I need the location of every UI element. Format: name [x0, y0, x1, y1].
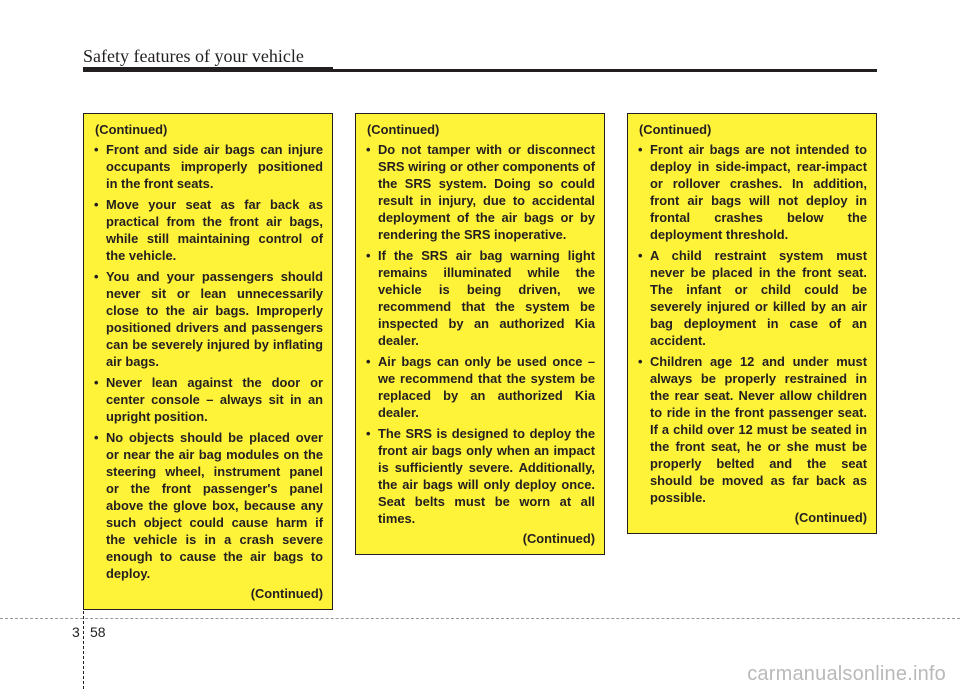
warning-box-3 [627, 113, 877, 534]
continued-label-bottom: (Continued) [794, 510, 867, 525]
bullet-icon: • [366, 426, 371, 441]
bullet-icon: • [638, 248, 643, 263]
warning-item [637, 141, 867, 243]
warning-list [365, 141, 595, 527]
watermark: carmanualsonline.info [747, 663, 946, 685]
warning-list [637, 141, 867, 506]
warning-item-text: A child restraint system must never be placed in the front seat. The infant or child could be severely injured or killed by an air bag deployment in case of an accident. [650, 248, 867, 348]
warning-box-1 [83, 113, 333, 610]
warning-item [93, 374, 323, 425]
warning-item [365, 141, 595, 243]
continued-label-top: (Continued) [639, 122, 712, 137]
warning-item-text: Air bags can only be used once – we recommend that the system be replaced by an authorized Kia dealer. [378, 354, 595, 420]
warning-item-text: Front and side air bags can injure occupants improperly positioned in the front seats. [106, 142, 323, 191]
header-rule [83, 69, 877, 72]
bullet-icon: • [94, 142, 99, 157]
warning-list [93, 141, 323, 582]
warning-item-text: If the SRS air bag warning light remains illuminated while the vehicle is being driven, we recommend that the system be inspected by an authorized Kia dealer. [378, 248, 595, 348]
crop-line-horizontal [0, 618, 960, 619]
warning-item [365, 353, 595, 421]
warning-item-text: Do not tamper with or disconnect SRS wiring or other components of the SRS system. Doing so could result in injury, due to accidental deployment of the air bags or by rendering the SRS inoperative. [378, 142, 595, 242]
chapter-number: 3 [72, 624, 80, 640]
warning-item-text: No objects should be placed over or near the air bag modules on the steering wheel, instrument panel or the front passenger's panel above the glove box, because any such object could cause harm if the vehicle is in a crash severe enough to cause the air bags to deploy. [106, 430, 323, 581]
page-number: 58 [90, 624, 106, 640]
warning-item-text: You and your passengers should never sit or lean unnecessarily close to the air bags. Improperly positioned drivers and passengers can be severely injured by inflating air bags. [106, 269, 323, 369]
warning-item [93, 429, 323, 582]
warning-item [637, 353, 867, 506]
bullet-icon: • [366, 248, 371, 263]
warning-item-text: The SRS is designed to deploy the front air bags only when an impact is sufficiently severe. Additionally, the air bags will only deploy once. Seat belts must be worn at all times. [378, 426, 595, 526]
bullet-icon: • [94, 375, 99, 390]
warning-item-text: Never lean against the door or center console – always sit in an upright position. [106, 375, 323, 424]
warning-box-2 [355, 113, 605, 555]
bullet-icon: • [638, 142, 643, 157]
warning-item-text: Front air bags are not intended to deploy in side-impact, rear-impact or rollover crashes. In addition, front air bags will not deploy in frontal crashes below the deployment threshold. [650, 142, 867, 242]
bullet-icon: • [94, 269, 99, 284]
warning-item [637, 247, 867, 349]
warning-item [365, 425, 595, 527]
warning-item-text: Children age 12 and under must always be properly restrained in the rear seat. Never allow children to ride in the front passenger seat. If a child over 12 must be seated in the front seat, he or she must be properly belted and the seat should be moved as far back as possible. [650, 354, 867, 505]
warning-item [93, 196, 323, 264]
page-header-title: Safety features of your vehicle [83, 46, 304, 66]
warning-item-text: Move your seat as far back as practical from the front air bags, while still maintaining control of the vehicle. [106, 197, 323, 263]
bullet-icon: • [366, 142, 371, 157]
warning-item [365, 247, 595, 349]
bullet-icon: • [94, 430, 99, 445]
continued-label-top: (Continued) [367, 122, 440, 137]
bullet-icon: • [94, 197, 99, 212]
continued-label-top: (Continued) [95, 122, 168, 137]
bullet-icon: • [366, 354, 371, 369]
warning-item [93, 268, 323, 370]
warning-item [93, 141, 323, 192]
crop-line-vertical [83, 611, 85, 689]
bullet-icon: • [638, 354, 643, 369]
continued-label-bottom: (Continued) [250, 586, 323, 601]
continued-label-bottom: (Continued) [522, 531, 595, 546]
